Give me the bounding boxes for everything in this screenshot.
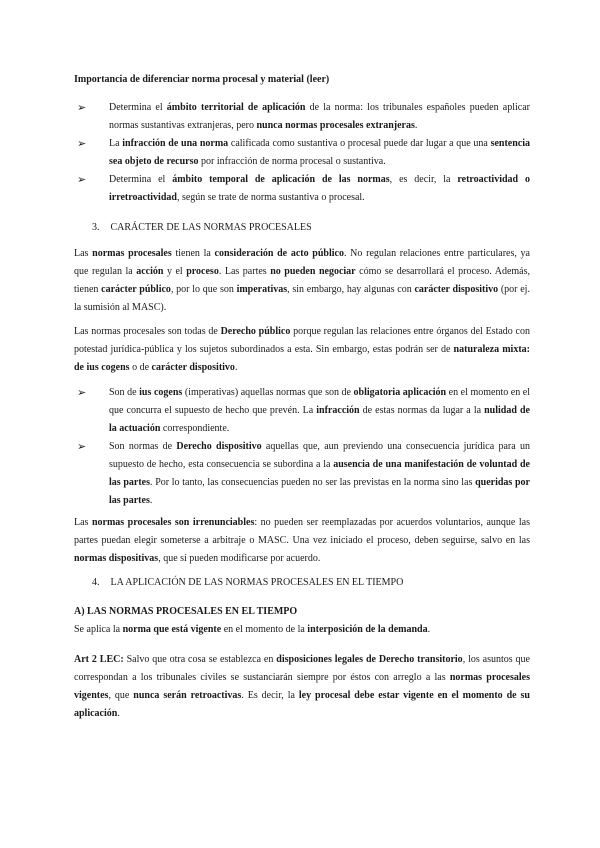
text-run: en el momento de la bbox=[221, 624, 308, 635]
bold-text: infracción bbox=[316, 405, 360, 416]
bold-text: no pueden negociar bbox=[270, 266, 356, 277]
section-heading-4 bbox=[92, 574, 403, 592]
text-run: . bbox=[414, 120, 418, 131]
text-run: , es decir, la bbox=[389, 174, 458, 185]
text-run: . bbox=[234, 362, 238, 373]
text-run: , por lo que son bbox=[170, 284, 237, 295]
text-run: por infracción de norma procesal o sustantiva. bbox=[198, 156, 386, 167]
text-run: , los asuntos que correspondan a los tribunales civiles se sustanciarán siempre por éstos con arreglo a las bbox=[74, 654, 530, 683]
text-run: (imperativas) aquellas normas que son de bbox=[182, 387, 354, 398]
text-run: Salvo que otra cosa se establezca en bbox=[123, 654, 277, 665]
bold-text: Art 2 LEC: bbox=[74, 654, 124, 665]
subsection-heading-a: A) LAS NORMAS PROCESALES EN EL TIEMPO bbox=[74, 606, 298, 617]
arrow-bullet-icon: ➢ bbox=[77, 174, 87, 186]
paragraph-vigente bbox=[74, 621, 530, 639]
paragraph-character bbox=[74, 245, 530, 317]
text-run: correspondiente. bbox=[160, 423, 230, 434]
text-run: , según se trate de norma sustantiva o procesal. bbox=[176, 192, 365, 203]
bold-text: infracción de una norma bbox=[122, 138, 229, 149]
bold-text: nunca serán retroactivas bbox=[133, 690, 242, 701]
text-run: de la norma: los tribunales españoles pueden aplicar normas sustantivas extranjeras, pero bbox=[109, 102, 530, 131]
section-number: 4. bbox=[92, 577, 100, 588]
bullet-list-nature bbox=[74, 384, 530, 510]
text-run: , que bbox=[108, 690, 134, 701]
text-run: , que sí pueden modificarse por acuerdo. bbox=[158, 553, 321, 564]
bold-text: ausencia de una manifestación de voluntad de las partes bbox=[109, 459, 530, 488]
bold-text: imperativas bbox=[236, 284, 288, 295]
text-run: . Por lo tanto, las consecuencias pueden no ser las previstas en la norma sino las bbox=[150, 477, 476, 488]
text-run: Son normas de bbox=[109, 441, 177, 452]
text-run: aquellas que, aun previendo una consecuencia jurídica para un supuesto de hecho, esta consecuencia se subordina a la bbox=[109, 441, 530, 470]
text-run: y el bbox=[163, 266, 187, 277]
bold-text: sentencia sea objeto de recurso bbox=[109, 138, 531, 167]
section-title-text: LA APLICACIÓN DE LAS NORMAS PROCESALES EN EL TIEMPO bbox=[110, 577, 404, 588]
text-run: Las bbox=[74, 517, 92, 528]
text-run: o de bbox=[129, 362, 152, 373]
bold-text: ámbito territorial de aplicación bbox=[166, 102, 306, 113]
bold-text: naturaleza mixta: de ius cogens bbox=[74, 344, 530, 373]
section-title: Importancia de diferenciar norma procesal y material (leer) bbox=[74, 74, 330, 85]
bullet-list-importance bbox=[74, 99, 530, 207]
bold-text: retroactividad o irretroactividad bbox=[109, 174, 530, 203]
bold-text: obligatoria aplicación bbox=[353, 387, 447, 398]
text-run: . Es decir, la bbox=[241, 690, 299, 701]
text-run: , sin embargo, hay algunas con bbox=[287, 284, 415, 295]
bold-text: carácter dispositivo bbox=[151, 362, 235, 373]
bold-text: proceso bbox=[186, 266, 219, 277]
arrow-bullet-icon: ➢ bbox=[77, 138, 87, 150]
bold-text: disposiciones legales de Derecho transitorio bbox=[276, 654, 463, 665]
text-run: . No regulan relaciones entre particulares, ya que regulan la bbox=[74, 248, 530, 277]
section-number: 3. bbox=[92, 222, 100, 233]
text-run: La bbox=[109, 138, 123, 149]
bold-text: consideración de acto público bbox=[214, 248, 344, 259]
bold-text: acción bbox=[136, 266, 164, 277]
bold-text: ámbito temporal de aplicación de las normas bbox=[172, 174, 390, 185]
bold-text: carácter público bbox=[101, 284, 171, 295]
text-run: de estas normas da lugar a la bbox=[359, 405, 485, 416]
bullet-item bbox=[74, 99, 530, 135]
paragraph-irrenunciable bbox=[74, 514, 530, 568]
bullet-item bbox=[74, 438, 530, 510]
paragraph-art-2-lec bbox=[74, 651, 530, 723]
text-run: . bbox=[117, 708, 120, 719]
text-run: calificada como sustantiva o procesal puede dar lugar a que una bbox=[228, 138, 491, 149]
text-run: (por ej. la sumisión al MASC). bbox=[74, 284, 530, 313]
bold-text: normas procesales son irrenunciables bbox=[91, 517, 255, 528]
bullet-item bbox=[74, 384, 530, 438]
text-run: en el momento en el que concurra el supuesto de hecho que prevén. La bbox=[109, 387, 531, 416]
text-run: porque regulan las relaciones entre órganos del Estado con potestad jurídica-pública y los sujetos subordinados a esta. Sin embargo, estas podrán ser de bbox=[74, 326, 530, 355]
text-run: cómo se desarrollará el proceso. Además, tienen bbox=[74, 266, 531, 295]
text-run: Las bbox=[74, 248, 93, 259]
arrow-bullet-icon: ➢ bbox=[77, 441, 87, 453]
bold-text: normas procesales vigentes bbox=[74, 672, 530, 701]
section-title-text: CARÁCTER DE LAS NORMAS PROCESALES bbox=[110, 222, 312, 233]
text-run: : no pueden ser reemplazadas por acuerdos voluntarios, aunque las partes puedan elegir someterse a arbitraje o MASC. Una vez iniciado el proceso, deben seguirse, salvo en las bbox=[74, 517, 530, 546]
text-run: tienen la bbox=[171, 248, 215, 259]
text-run: . bbox=[149, 495, 153, 506]
bold-text: Derecho dispositivo bbox=[176, 441, 262, 452]
text-run: . bbox=[427, 624, 431, 635]
text-run: Se aplica la bbox=[74, 624, 123, 635]
bold-text: normas procesales bbox=[92, 248, 172, 259]
arrow-bullet-icon: ➢ bbox=[77, 387, 87, 399]
bold-text: carácter dispositivo bbox=[414, 284, 499, 295]
arrow-bullet-icon: ➢ bbox=[77, 102, 87, 114]
bold-text: nulidad de la actuación bbox=[109, 405, 530, 434]
bold-text: nunca normas procesales extranjeras bbox=[256, 120, 415, 131]
bold-text: Derecho público bbox=[220, 326, 291, 337]
text-run: . Las partes bbox=[218, 266, 271, 277]
bold-text: normas dispositivas bbox=[74, 553, 159, 564]
section-heading-3 bbox=[92, 219, 312, 237]
paragraph-public-law bbox=[74, 323, 530, 377]
bold-text: ley procesal debe estar vigente en el momento de su aplicación bbox=[74, 690, 530, 719]
text-run: Determina el bbox=[109, 102, 167, 113]
text-run: Determina el bbox=[109, 174, 173, 185]
bold-text: norma que está vigente bbox=[122, 624, 222, 635]
bullet-item bbox=[74, 135, 530, 171]
bullet-item bbox=[74, 171, 530, 207]
text-run: Son de bbox=[109, 387, 140, 398]
bold-text: ius cogens bbox=[139, 387, 183, 398]
bold-text: queridas por las partes bbox=[109, 477, 530, 506]
bold-text: interposición de la demanda bbox=[307, 624, 428, 635]
text-run: Las normas procesales son todas de bbox=[74, 326, 221, 337]
